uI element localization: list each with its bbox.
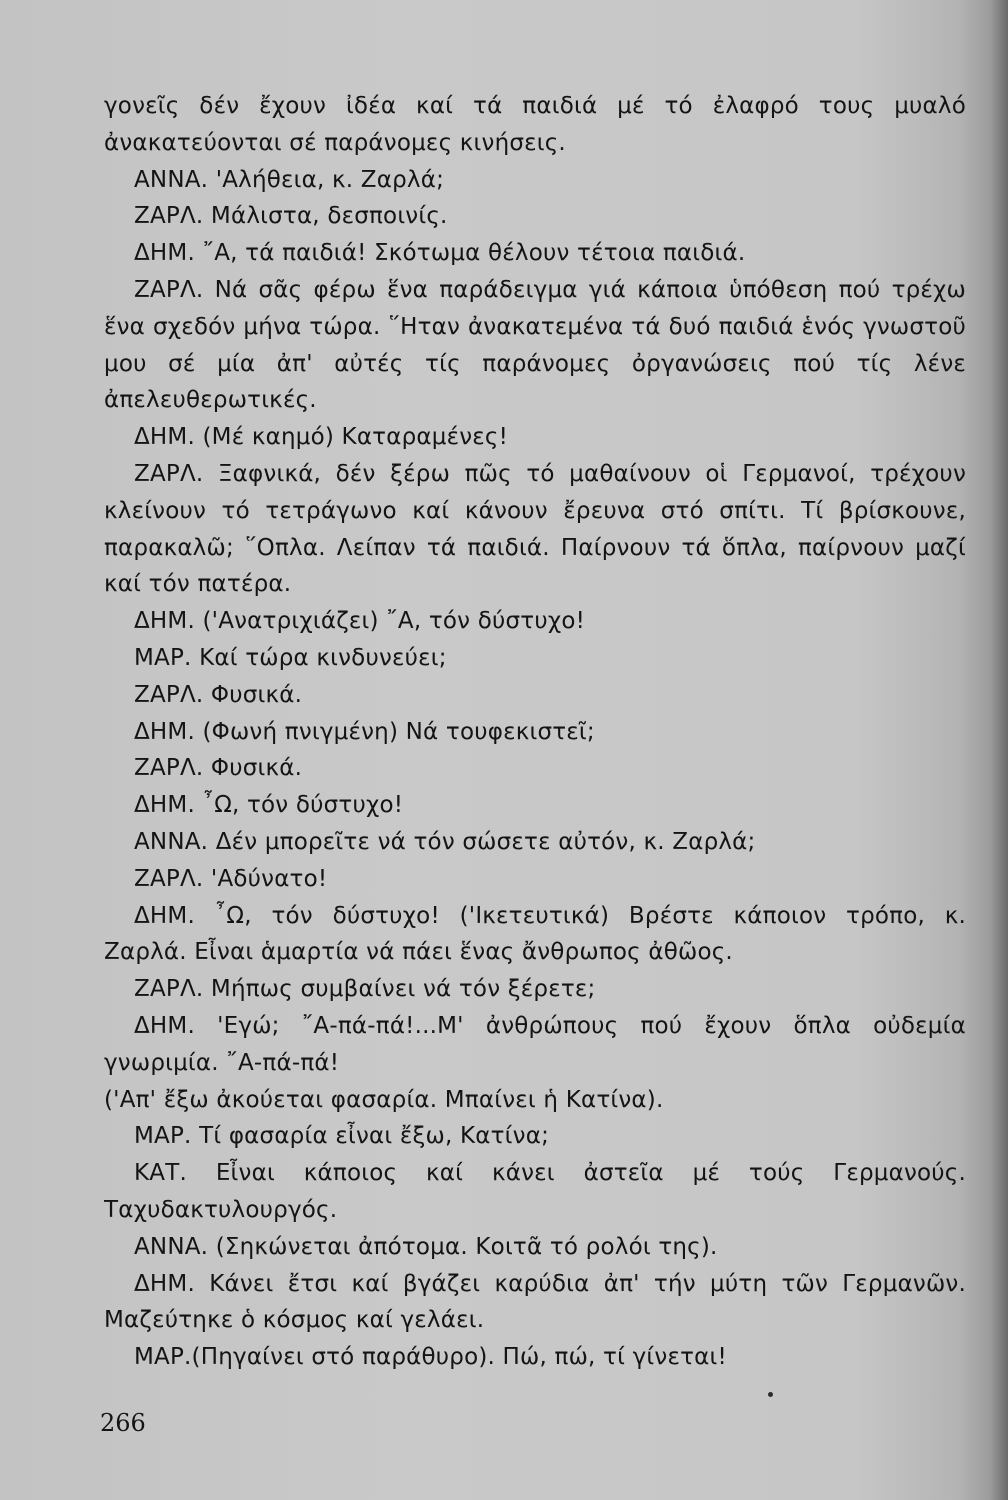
text-line: ΖΑΡΛ. Μήπως συμβαίνει νά τόν ξέρετε; bbox=[134, 976, 596, 1003]
text-line: ('Απ' ἔξω ἀκούεται φασαρία. Μπαίνει ἡ Κατίνα). bbox=[104, 1086, 664, 1113]
text-line: Μαζεύτηκε ὁ κόσμος καί γελάει. bbox=[104, 1307, 485, 1334]
text-line: ΜΑΡ.(Πηγαίνει στό παράθυρο). Πώ, πώ, τί γίνεται! bbox=[134, 1344, 727, 1371]
text-line: ΜΑΡ. Τί φασαρία εἶναι ἔξω, Κατίνα; bbox=[134, 1123, 550, 1150]
text-line: ΜΑΡ. Καί τώρα κινδυνεύει; bbox=[134, 644, 447, 671]
text-line: γνωριμία. ῎Α-πά-πά! bbox=[104, 1049, 340, 1076]
text-line: ΚΑΤ. Εἶναι κάποιος καί κάνει ἀστεῖα μέ τούς Γερμανούς. bbox=[134, 1160, 966, 1187]
text-line: ἀνακατεύονται σέ παράνομες κινήσεις. bbox=[104, 129, 566, 156]
text-line: Ζαρλά. Εἶναι ἁμαρτία νά πάει ἕνας ἄνθρωπος ἀθῶος. bbox=[104, 939, 733, 966]
text-line: ΑΝΝΑ. (Σηκώνεται ἀπότομα. Κοιτᾶ τό ρολόι της). bbox=[134, 1233, 718, 1260]
text-line: ΔΗΜ. ῎Α, τά παιδιά! Σκότωμα θέλουν τέτοια παιδιά. bbox=[134, 240, 746, 267]
text-line: ΔΗΜ. Κάνει ἔτσι καί βγάζει καρύδια ἀπ' τήν μύτη τῶν Γερμανῶν. bbox=[134, 1270, 966, 1297]
text-line: ΑΝΝΑ. 'Αλήθεια, κ. Ζαρλά; bbox=[134, 166, 445, 193]
text-line: ΖΑΡΛ. Φυσικά. bbox=[134, 681, 303, 708]
text-line: ΔΗΜ. (Μέ καημό) Καταραμένες! bbox=[134, 424, 509, 451]
page-number: 266 bbox=[100, 1409, 146, 1437]
print-speck bbox=[768, 1392, 773, 1397]
text-line: γονεῖς δέν ἔχουν ἰδέα καί τά παιδιά μέ τό ἐλαφρό τους μυαλό bbox=[104, 93, 966, 119]
text-line: ΔΗΜ. ('Ανατριχιάζει) ῎Α, τόν δύστυχο! bbox=[134, 608, 586, 635]
text-line: ΔΗΜ. ῏Ω, τόν δύστυχο! bbox=[134, 792, 404, 819]
text-line: ΖΑΡΛ. Νά σᾶς φέρω ἕνα παράδειγμα γιά κάποια ὑπόθεση πού τρέχω bbox=[134, 276, 966, 303]
text-line: ἕνα σχεδόν μήνα τώρα. ῞Ηταν ἀνακατεμένα τά δυό παιδιά ἑνός γνωστοῦ bbox=[104, 313, 966, 340]
text-line: ΖΑΡΛ. Ξαφνικά, δέν ξέρω πῶς τό μαθαίνουν οἱ Γερμανοί, τρέχουν bbox=[134, 460, 966, 487]
text-line: παρακαλῶ; ῞Οπλα. Λείπαν τά παιδιά. Παίρνουν τά ὅπλα, παίρνουν μαζί bbox=[104, 534, 966, 561]
text-line: καί τόν πατέρα. bbox=[104, 571, 292, 598]
text-line: ΔΗΜ. ῏Ω, τόν δύστυχο! ('Ικετευτικά) Βρέστε κάποιον τρόπο, κ. bbox=[134, 902, 966, 929]
text-line: ἀπελευθερωτικές. bbox=[104, 387, 317, 414]
dialogue-text-block bbox=[104, 88, 966, 1376]
text-line: ΖΑΡΛ. 'Αδύνατο! bbox=[134, 865, 328, 892]
text-line: μου σέ μία ἀπ' αὐτές τίς παράνομες ὀργανώσεις πού τίς λένε bbox=[104, 350, 966, 377]
text-line: ΖΑΡΛ. Μάλιστα, δεσποινίς. bbox=[134, 203, 448, 230]
text-line: ΑΝΝΑ. Δέν μπορεῖτε νά τόν σώσετε αὐτόν, κ. Ζαρλά; bbox=[134, 828, 756, 855]
text-line: Ταχυδακτυλουργός. bbox=[104, 1196, 338, 1223]
text-line: ΔΗΜ. (Φωνή πνιγμένη) Νά τουφεκιστεῖ; bbox=[134, 718, 595, 745]
text-line: ΔΗΜ. 'Εγώ; ῎Α-πά-πά!...Μ' ἀνθρώπους πού ἔχουν ὅπλα οὐδεμία bbox=[134, 1012, 966, 1039]
text-line: ΖΑΡΛ. Φυσικά. bbox=[134, 755, 303, 782]
page-edge-shadow bbox=[990, 0, 1008, 1500]
text-line: κλείνουν τό τετράγωνο καί κάνουν ἔρευνα στό σπίτι. Τί βρίσκουνε, bbox=[104, 497, 966, 524]
